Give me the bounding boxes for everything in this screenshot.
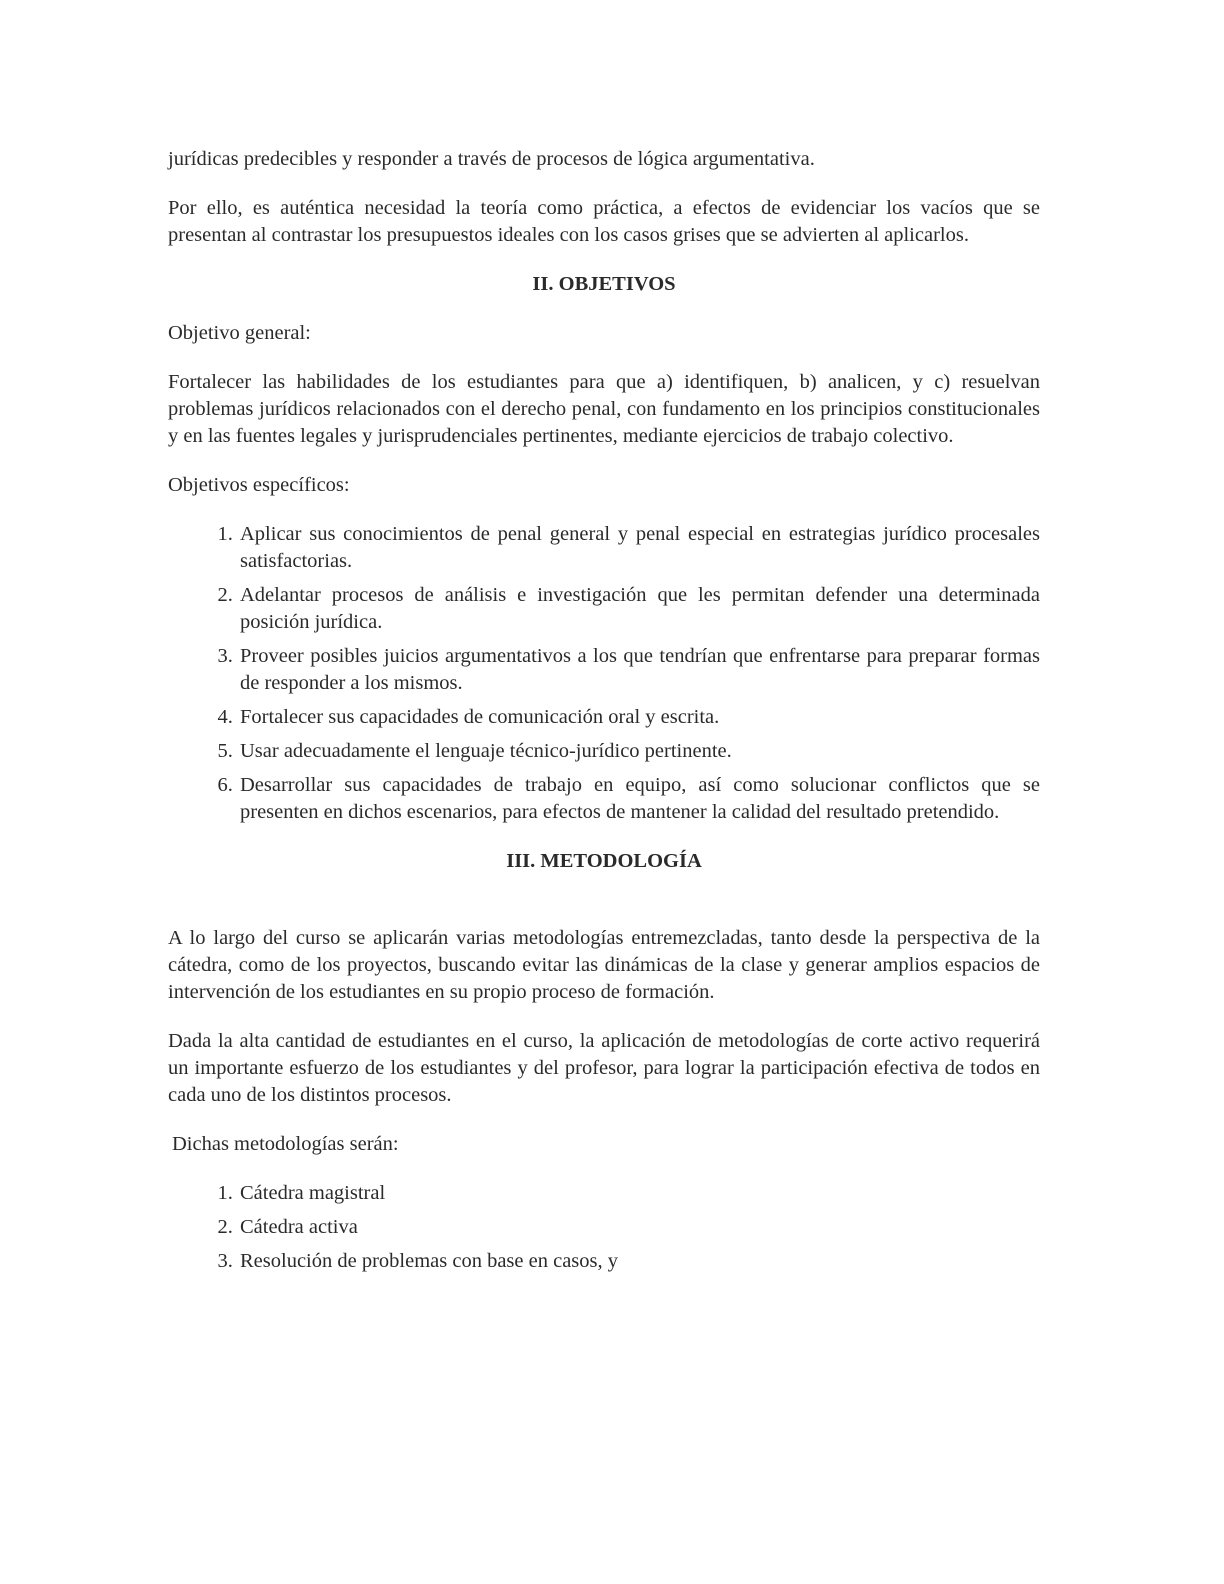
general-objective-label: Objetivo general:: [168, 322, 311, 344]
methodology-heading: III. METODOLOGÍA: [506, 850, 702, 872]
list-item: 4. Fortalecer sus capacidades de comunicación oral y escrita.: [238, 704, 1040, 731]
document-page: [168, 146, 1040, 1297]
methodology-list: [168, 1180, 1040, 1275]
specific-objectives-label: Objetivos específicos:: [168, 474, 350, 496]
intro-paragraph: Por ello, es auténtica necesidad la teoría como práctica, a efectos de evidenciar los vacíos que se presentan al contrastar los presupuestos ideales con los casos grises que se advierten al aplicarlos.: [168, 197, 1040, 246]
methodology-paragraph-2: Dada la alta cantidad de estudiantes en el curso, la aplicación de metodologías de corte activo requerirá un importante esfuerzo de los estudiantes y del profesor, para lograr la participación efectiva de todos en cada uno de los distintos procesos.: [168, 1030, 1040, 1106]
list-item: 2. Adelantar procesos de análisis e investigación que les permitan defender una determinada posición jurídica.: [238, 582, 1040, 636]
specific-objectives-list: [168, 521, 1040, 826]
list-item: 2. Cátedra activa: [238, 1214, 1040, 1241]
list-item: 3. Resolución de problemas con base en casos, y: [238, 1248, 1040, 1275]
general-objective-text: Fortalecer las habilidades de los estudiantes para que a) identifiquen, b) analicen, y c) resuelvan problemas jurídicos relacionados con el derecho penal, con fundamento en los principios constitucionales y en las fuentes legales y jurisprudenciales pertinentes, mediante ejercicios de trabajo colectivo.: [168, 371, 1040, 447]
list-item: 1. Aplicar sus conocimientos de penal general y penal especial en estrategias jurídico procesales satisfactorias.: [238, 521, 1040, 575]
methodology-list-label: Dichas metodologías serán:: [172, 1133, 399, 1155]
list-item: 5. Usar adecuadamente el lenguaje técnico-jurídico pertinente.: [238, 738, 1040, 765]
list-item: 3. Proveer posibles juicios argumentativos a los que tendrían que enfrentarse para preparar formas de responder a los mismos.: [238, 643, 1040, 697]
list-item: 1. Cátedra magistral: [238, 1180, 1040, 1207]
intro-tail: jurídicas predecibles y responder a través de procesos de lógica argumentativa.: [168, 148, 815, 170]
methodology-paragraph-1: A lo largo del curso se aplicarán varias metodologías entremezcladas, tanto desde la perspectiva de la cátedra, como de los proyectos, buscando evitar las dinámicas de la clase y generar amplios espacios de intervención de los estudiantes en su propio proceso de formación.: [168, 927, 1040, 1003]
objectives-heading: II. OBJETIVOS: [532, 273, 676, 295]
list-item: 6. Desarrollar sus capacidades de trabajo en equipo, así como solucionar conflictos que se presenten en dichos escenarios, para efectos de mantener la calidad del resultado pretendido.: [238, 772, 1040, 826]
